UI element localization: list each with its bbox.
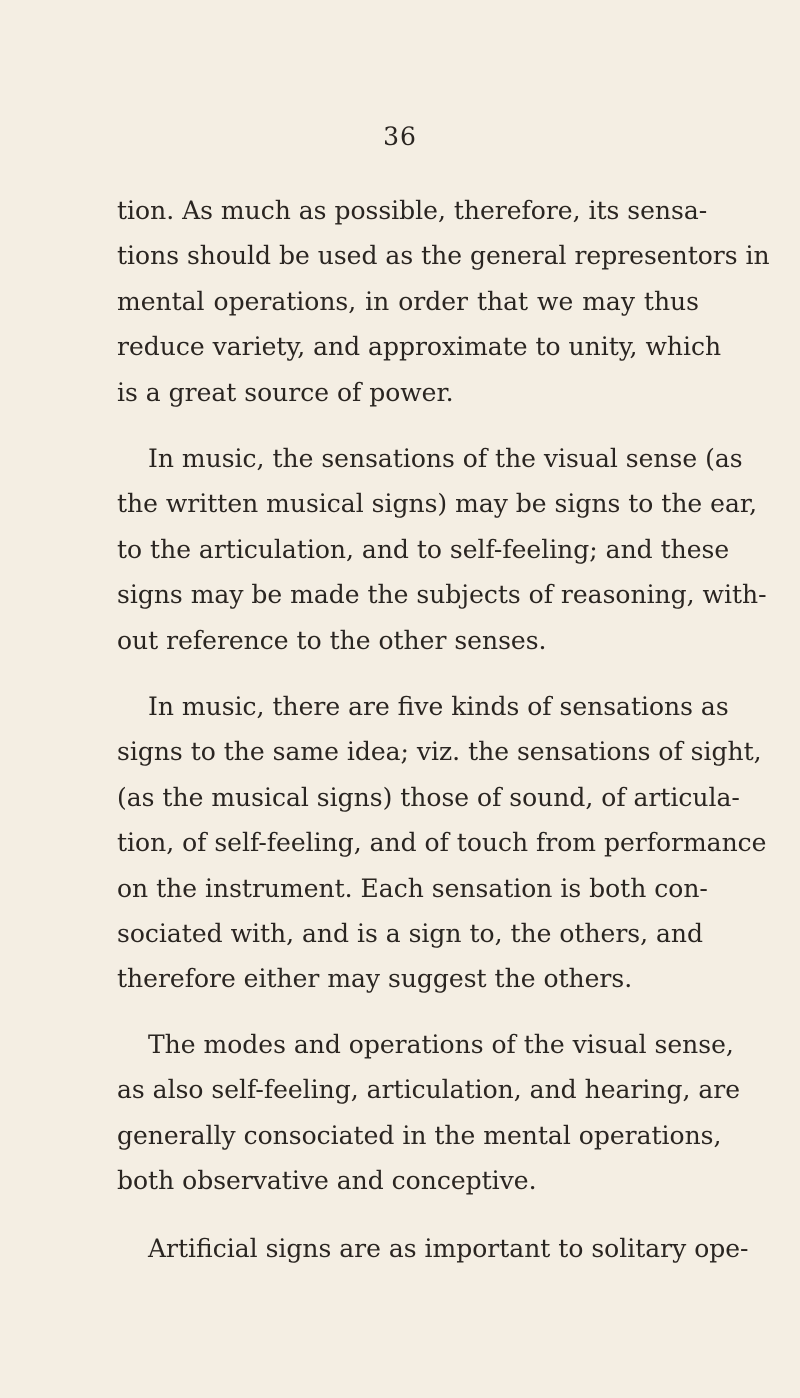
- text-line: signs to the same idea; viz. the sensations of sight,: [117, 737, 762, 767]
- text-line: therefore either may suggest the others.: [117, 964, 633, 994]
- text-line: tions should be used as the general representors in: [117, 241, 770, 271]
- text-line: reduce variety, and approximate to unity, which: [117, 332, 722, 362]
- text-line: tion, of self-feeling, and of touch from performance: [117, 828, 767, 858]
- text-line: In music, there are five kinds of sensations as: [148, 692, 729, 721]
- page-number: 36: [383, 122, 417, 151]
- text-line: In music, the sensations of the visual sense (as: [148, 444, 743, 473]
- paragraph-4: [117, 1022, 741, 1204]
- text-line: tion. As much as possible, therefore, its sensa-: [117, 196, 708, 225]
- text-line: the written musical signs) may be signs to the ear,: [117, 489, 758, 519]
- text-line: Artificial signs are as important to solitary ope-: [148, 1234, 749, 1263]
- text-line: on the instrument. Each sensation is both con-: [117, 873, 708, 903]
- paragraph-5: [117, 1226, 749, 1271]
- text-line: to the articulation, and to self-feeling; and these: [117, 534, 730, 564]
- text-line: (as the musical signs) those of sound, of articula-: [117, 782, 740, 812]
- text-line: signs may be made the subjects of reasoning, with-: [117, 580, 767, 610]
- text-line: mental operations, in order that we may thus: [117, 286, 699, 316]
- text-line: out reference to the other senses.: [117, 625, 547, 655]
- paragraph-3: [117, 684, 767, 1002]
- text-line: as also self-feeling, articulation, and hearing, are: [117, 1075, 741, 1105]
- text-line: generally consociated in the mental operations,: [117, 1120, 722, 1150]
- text-line: both observative and conceptive.: [117, 1166, 537, 1196]
- text-line: is a great source of power.: [117, 377, 454, 407]
- text-line: sociated with, and is a sign to, the others, and: [117, 919, 704, 949]
- text-line: The modes and operations of the visual sense,: [148, 1030, 734, 1059]
- paragraph-2: [117, 436, 767, 663]
- paragraph-1: [117, 188, 770, 415]
